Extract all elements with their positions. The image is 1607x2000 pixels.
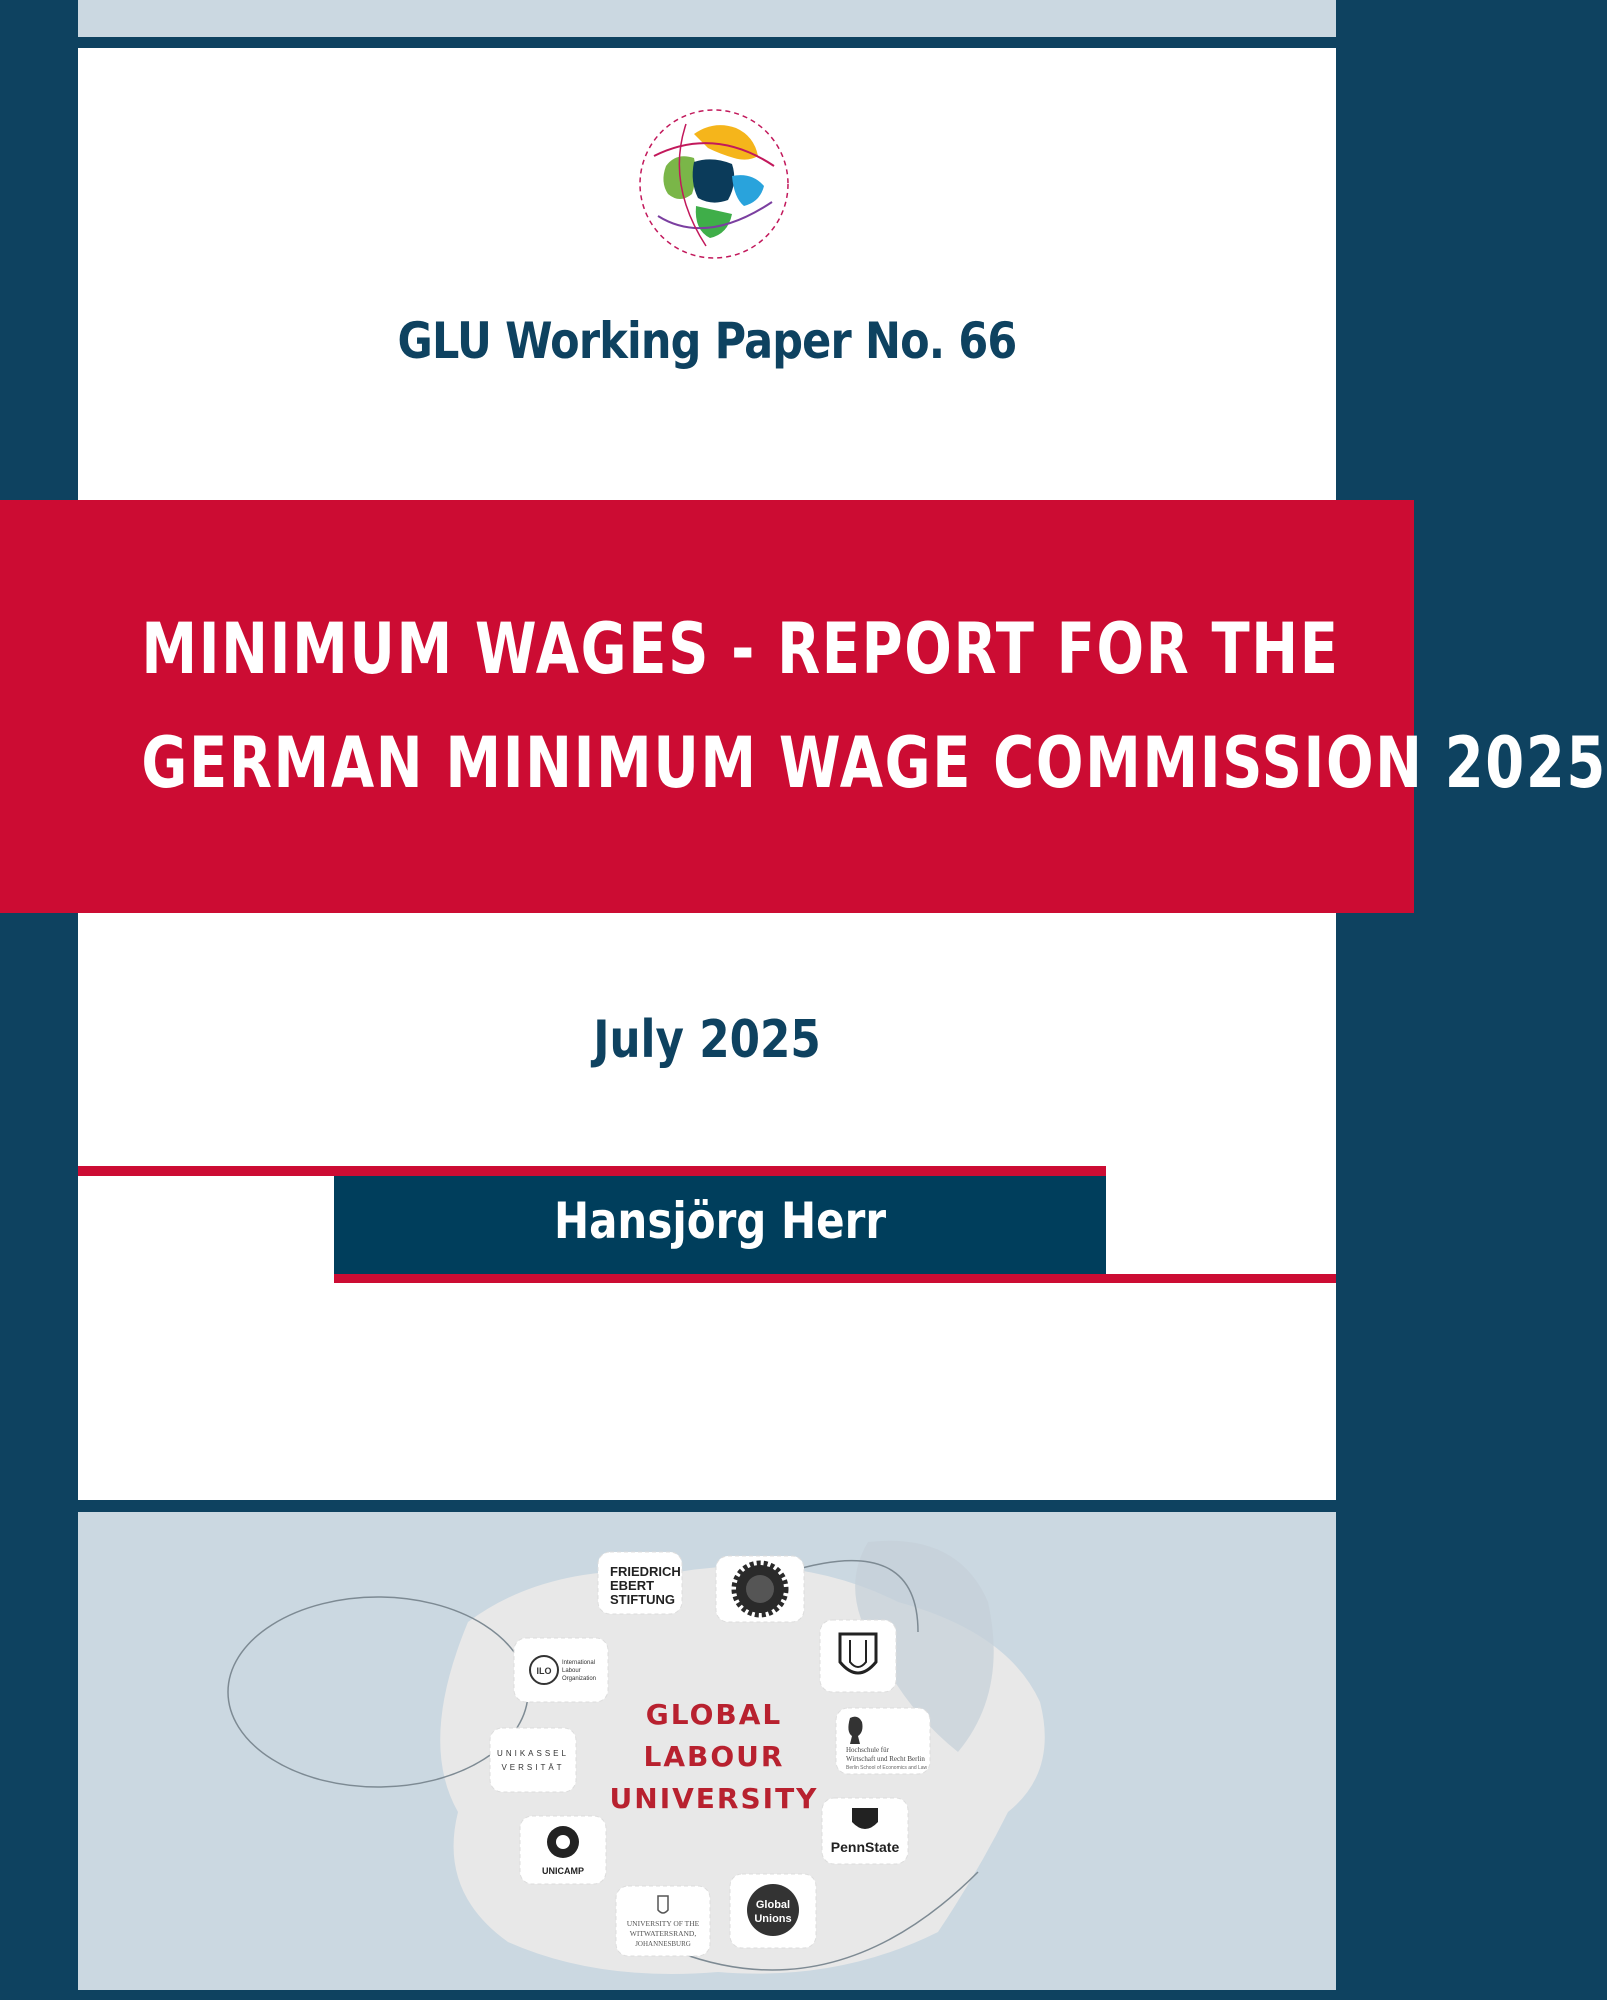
kassel-line-1: UNIKASSEL [497,1749,569,1758]
top-strip [78,0,1336,37]
ilo-logo [514,1638,608,1702]
red-rule-bottom [334,1274,1336,1283]
title-band [0,500,1607,913]
report-title-line-2: GERMAN MINIMUM WAGE COMMISSION 2025 [141,722,1607,804]
report-title-line-1: MINIMUM WAGES - REPORT FOR THE [141,608,1340,690]
unicamp-text: UNICAMP [542,1866,584,1876]
glu-center-line-2: LABOUR [643,1740,785,1773]
glu-globe-logo [636,106,792,262]
fes-line-2: EBERT [610,1578,655,1593]
red-rule-top [78,1166,1106,1176]
ilo-line-1: International [562,1660,596,1666]
wits-line-2: WITWATERSRAND, [629,1929,697,1938]
global-unions-line-2: Unions [754,1913,792,1925]
partner-network-graphic [78,1512,1336,1990]
unicamp-logo [520,1816,606,1884]
global-unions-logo [730,1874,816,1948]
gear-seal-logo [716,1556,804,1622]
global-unions-line-1: Global [755,1899,791,1911]
hwr-line-1: Hochschule für [846,1746,889,1754]
hwr-line-2: Wirtschaft und Recht Berlin [846,1755,925,1763]
fes-line-1: FRIEDRICH [610,1564,681,1579]
pennstate-logo [822,1798,908,1864]
fes-logo [598,1552,682,1614]
pennstate-text: PennState [830,1839,900,1855]
working-paper-number: GLU Working Paper No. 66 [397,312,1017,370]
publication-date: July 2025 [593,1010,821,1070]
svg-text:ILO: ILO [536,1666,552,1676]
uni-kassel-logo [490,1728,576,1792]
wits-line-1: UNIVERSITY OF THE [626,1919,700,1928]
wits-line-3: JOHANNESBURG [635,1940,691,1948]
author-name: Hansjörg Herr [553,1192,887,1250]
ilo-line-3: Organization [562,1676,597,1682]
glu-center-line-1: GLOBAL [645,1698,783,1731]
hwr-berlin-logo [836,1708,930,1774]
kassel-line-2: VERSITÄT [501,1763,565,1772]
glu-center-line-3: UNIVERSITY [609,1782,819,1815]
hwr-line-3: Berlin School of Economics and Law [846,1765,928,1771]
fes-line-3: STIFTUNG [610,1592,675,1607]
shield-logo [820,1620,896,1692]
ilo-line-2: Labour [562,1668,581,1674]
wits-logo [616,1886,710,1956]
